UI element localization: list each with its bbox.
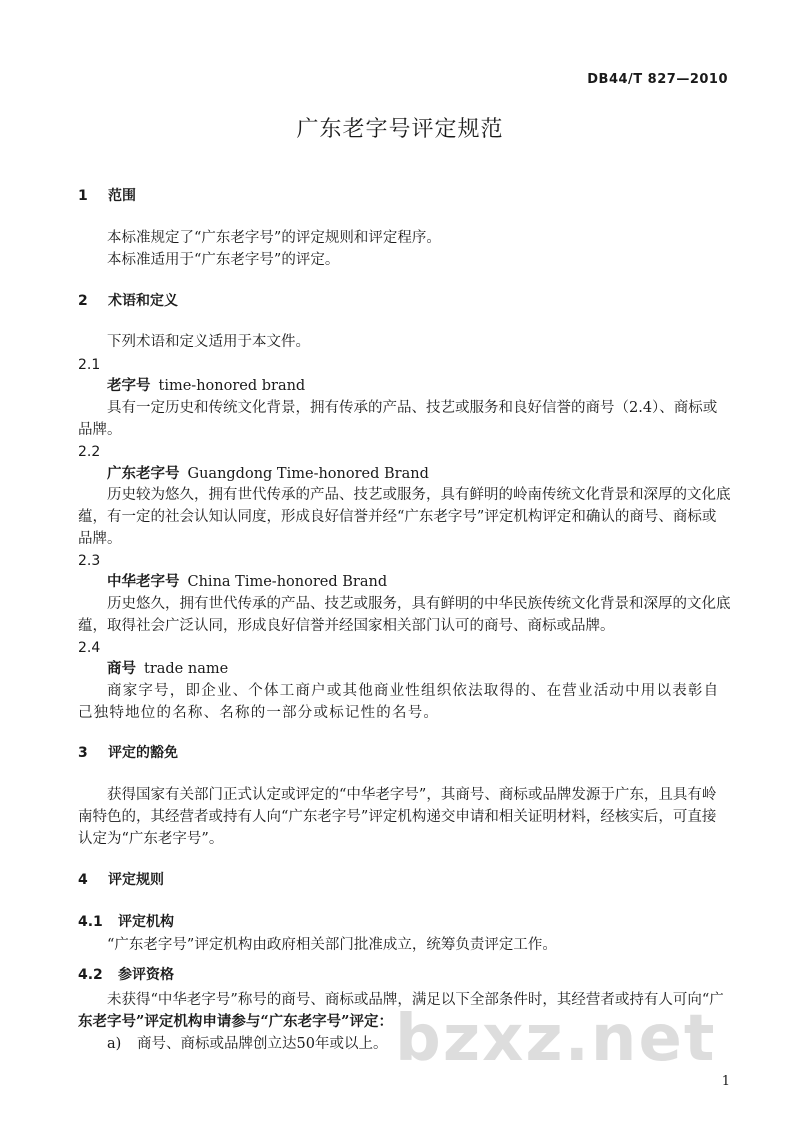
subsection-number: 4.2 <box>78 967 103 983</box>
section-number: 1 <box>78 188 88 204</box>
section-title: 范围 <box>108 188 136 204</box>
definition-line: 具有一定历史和传统文化背景，拥有传承的产品、技艺或服务和良好信誉的商号（2.4）、商标或 <box>107 400 718 416</box>
definition-line: 蕴，取得社会广泛认同，形成良好信誉并经国家相关部门认可的商号、商标或品牌。 <box>78 618 615 634</box>
subsection-title: 参评资格 <box>118 967 174 983</box>
section-title: 术语和定义 <box>108 293 178 309</box>
section-title: 评定的豁免 <box>108 745 178 761</box>
term-heading <box>107 463 429 485</box>
term-chinese: 广东老字号 <box>107 466 180 482</box>
term-number: 2.4 <box>78 640 101 656</box>
definition-line: 品牌。 <box>78 422 122 438</box>
term-chinese: 商号 <box>107 661 136 677</box>
term-english: trade name <box>144 661 229 677</box>
paragraph-line: 南特色的，其经营者或持有人向“广东老字号”评定机构递交申请和相关证明材料，经核实后，可直接 <box>78 809 717 825</box>
definition-line: 己独特地位的名称、名称的一部分或标记性的名号。 <box>78 705 440 721</box>
term-heading <box>107 571 387 593</box>
section-number: 2 <box>78 293 88 309</box>
page-number: 1 <box>721 1074 730 1089</box>
paragraph: “广东老字号”评定机构由政府相关部门批准成立，统筹负责评定工作。 <box>107 937 557 953</box>
list-item-text: 商号、商标或品牌创立达50年或以上。 <box>137 1036 388 1052</box>
definition-line: 商家字号，即企业、个体工商户或其他商业性组织依法取得的、在营业活动中用以表彰自 <box>107 683 720 699</box>
subsection-4-1-heading <box>78 911 174 933</box>
paragraph: 本标准规定了“广东老字号”的评定规则和评定程序。 <box>107 230 441 246</box>
paragraph-line: 认定为“广东老字号”。 <box>78 831 224 847</box>
watermark: bzxz.net <box>395 1002 717 1076</box>
section-3-heading <box>78 742 178 764</box>
section-1-heading <box>78 185 136 207</box>
definition-line: 历史悠久，拥有世代传承的产品、技艺或服务，具有鲜明的中华民族传统文化背景和深厚的文化底 <box>107 596 731 612</box>
term-heading <box>107 658 228 680</box>
paragraph: 本标准适用于“广东老字号”的评定。 <box>107 252 340 268</box>
term-english: Guangdong Time-honored Brand <box>187 466 429 482</box>
term-english: China Time-honored Brand <box>187 574 388 590</box>
term-heading <box>107 375 305 397</box>
section-2-heading <box>78 290 178 312</box>
definition-line: 历史较为悠久，拥有世代传承的产品、技艺或服务，具有鲜明的岭南传统文化背景和深厚的文化底 <box>107 487 731 503</box>
definition-line: 蕴，有一定的社会认知认同度，形成良好信誉并经“广东老字号”评定机构评定和确认的商号、商标或 <box>78 509 717 525</box>
paragraph: 下列术语和定义适用于本文件。 <box>107 334 310 350</box>
section-title: 评定规则 <box>108 872 164 888</box>
list-item-a <box>107 1033 387 1055</box>
definition-line: 品牌。 <box>78 531 122 547</box>
term-number: 2.1 <box>78 357 101 373</box>
term-chinese: 老字号 <box>107 378 151 394</box>
document-title: 广东老字号评定规范 <box>296 117 504 142</box>
subsection-number: 4.1 <box>78 914 103 930</box>
section-4-heading <box>78 869 164 891</box>
list-item-label: a) <box>107 1036 122 1052</box>
subsection-4-2-heading <box>78 964 174 986</box>
section-number: 3 <box>78 745 88 761</box>
subsection-title: 评定机构 <box>118 914 174 930</box>
paragraph-line: 获得国家有关部门正式认定或评定的“中华老字号”，其商号、商标或品牌发源于广东，且具有岭 <box>107 787 717 803</box>
term-chinese: 中华老字号 <box>107 574 180 590</box>
paragraph-line: 未获得“中华老字号”称号的商号、商标或品牌，满足以下全部条件时，其经营者或持有人可向“广 <box>107 992 724 1008</box>
section-number: 4 <box>78 872 88 888</box>
document-number: DB44/T 827—2010 <box>587 72 728 87</box>
term-english: time-honored brand <box>158 378 306 394</box>
term-number: 2.2 <box>78 444 101 460</box>
paragraph-line: 东老字号”评定机构申请参与“广东老字号”评定： <box>78 1013 394 1030</box>
term-number: 2.3 <box>78 553 101 569</box>
